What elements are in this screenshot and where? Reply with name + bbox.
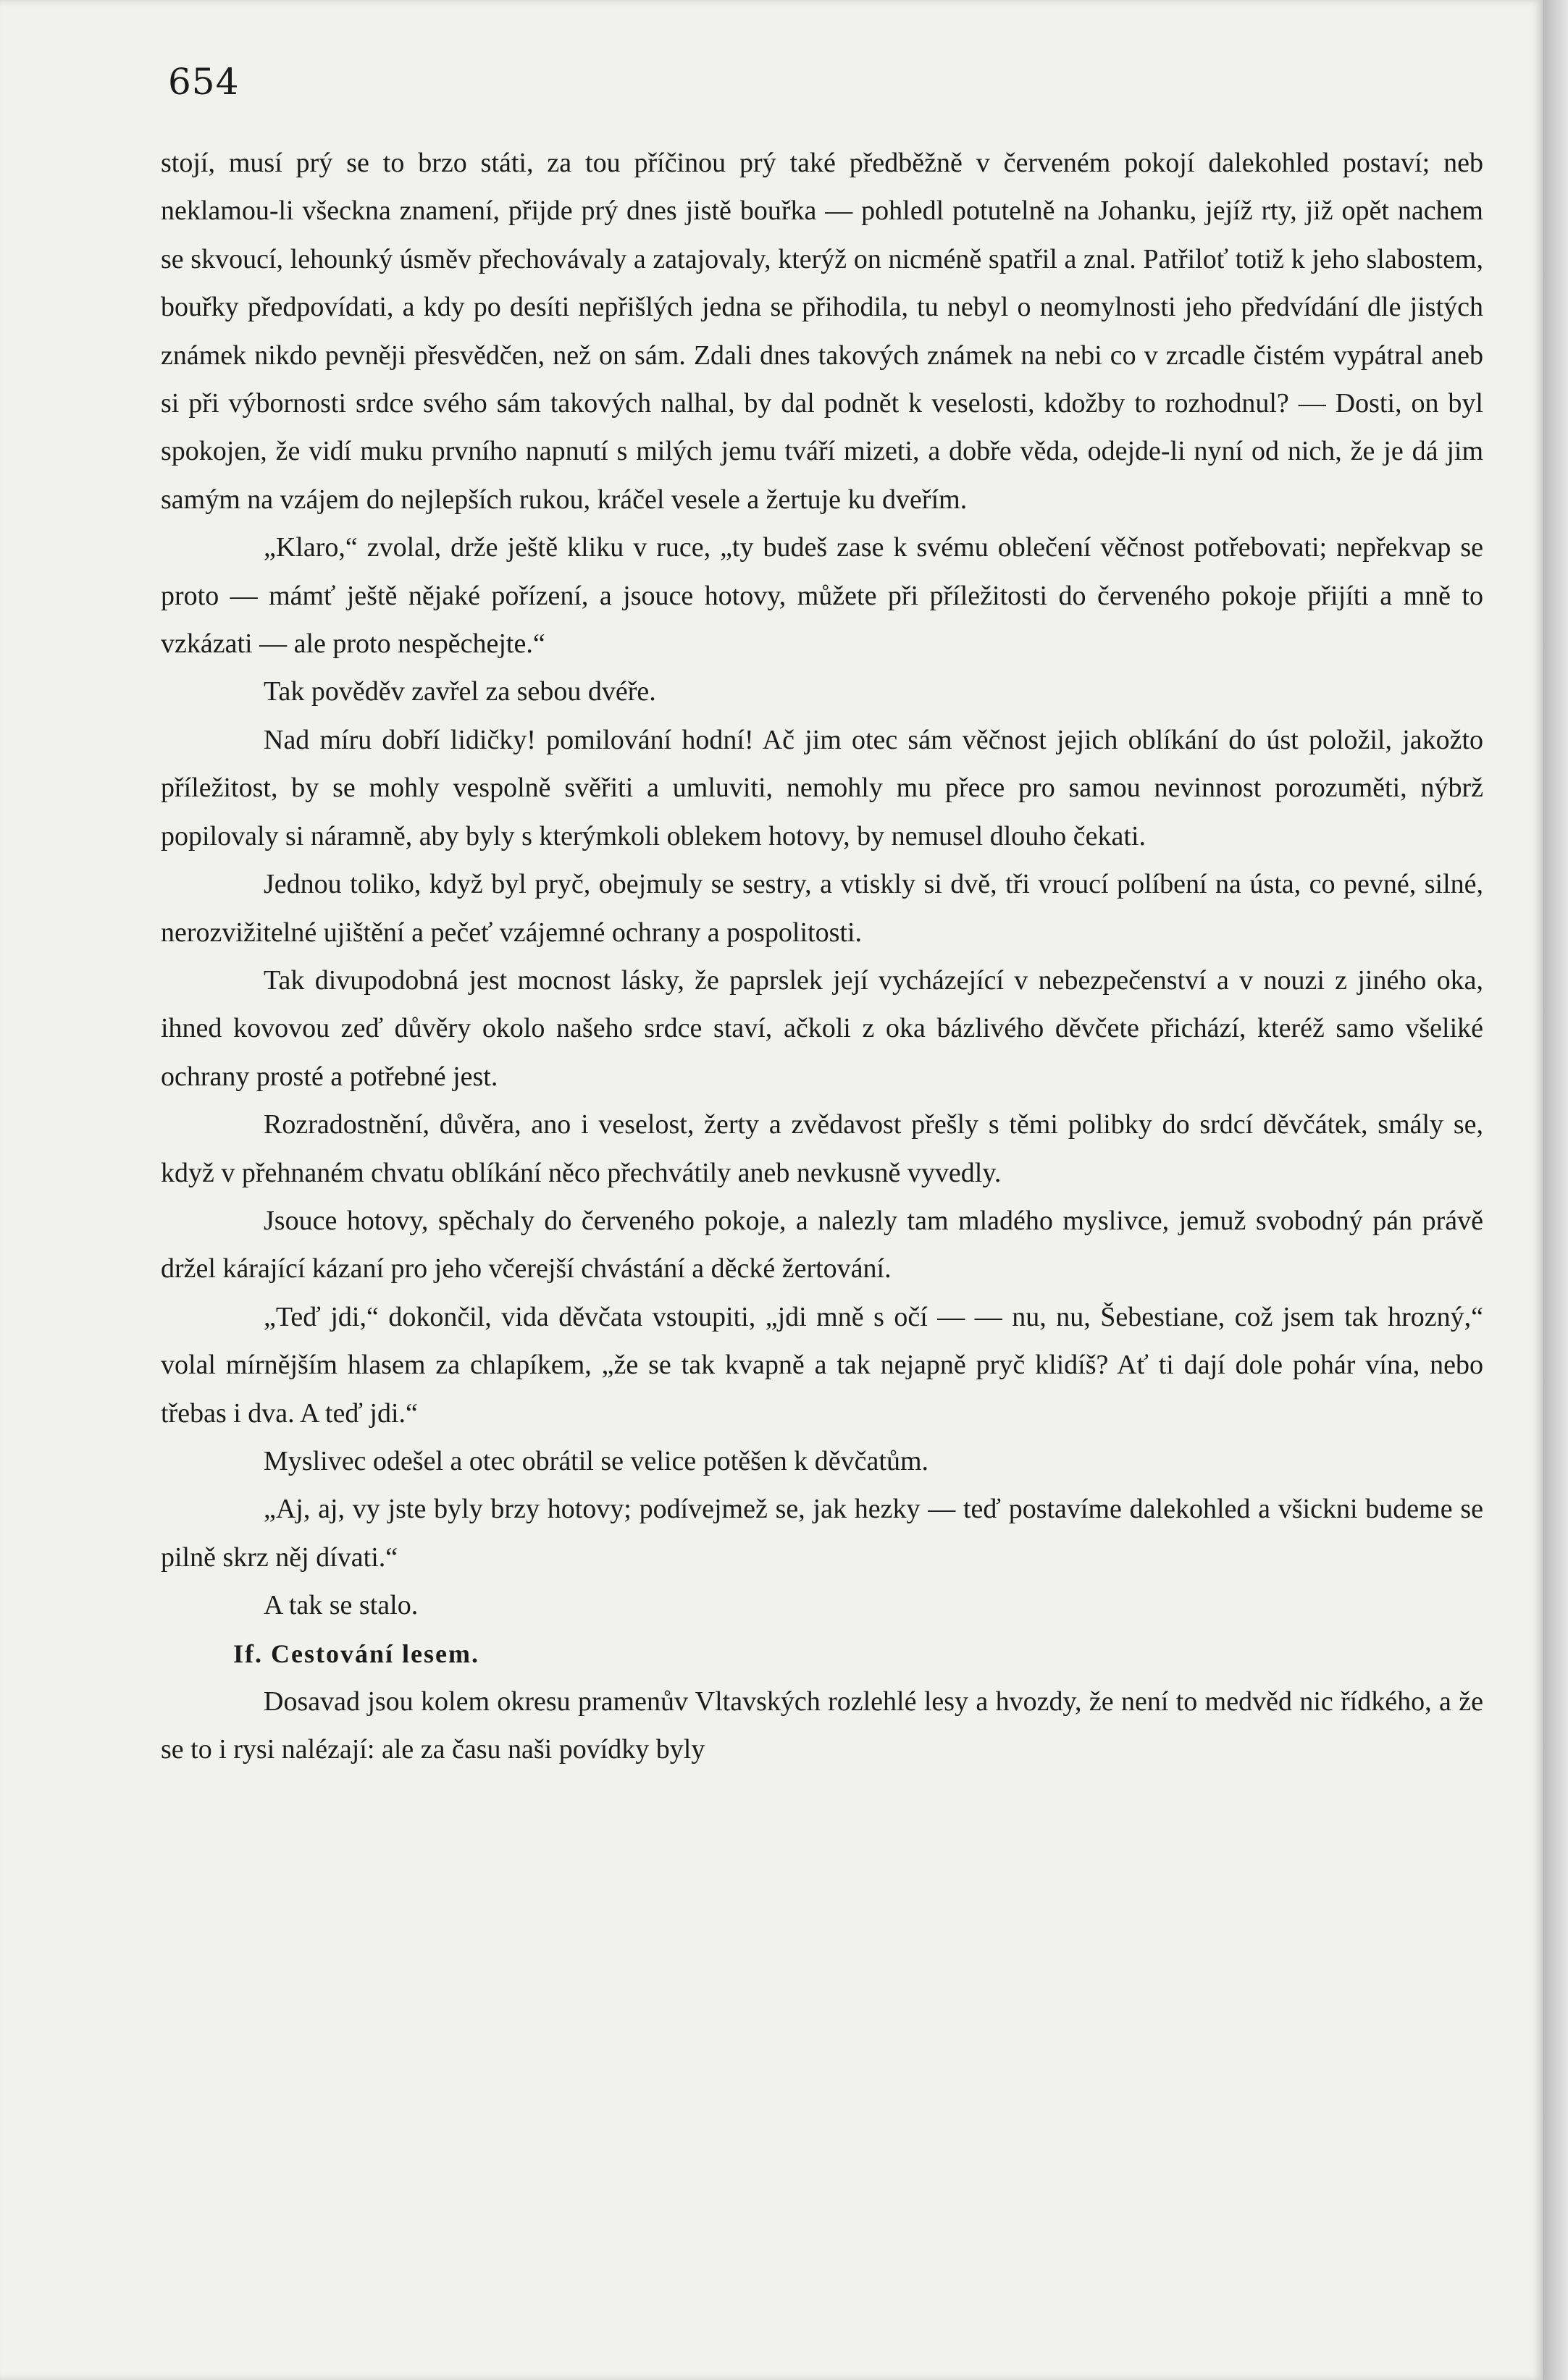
paragraph-12: A tak se stalo. bbox=[264, 1590, 419, 1621]
paragraph-8: Jsouce hotovy, spěchaly do červeného pokoje, a nalezly tam mladého myslivce, jemuž svobodný pán právě držel kárající kázaní pro jeho včerejší chvástání a děcké žertování. bbox=[161, 1205, 1483, 1284]
body-text bbox=[161, 139, 1483, 1774]
page-edge bbox=[1543, 0, 1568, 2380]
page-number: 654 bbox=[168, 61, 240, 103]
paragraph-6: Tak divupodobná jest mocnost lásky, že paprslek její vycházející v nebezpečenství a v nouzi z jiného oka, ihned kovovou zeď důvěry okolo našeho srdce staví, ačkoli z oka bázlivého děvčete přichází, kteréž samo všeliké ochrany prosté a potřebné jest. bbox=[161, 964, 1483, 1092]
paragraph-7: Rozradostnění, důvěra, ano i veselost, žerty a zvědavost přešly s těmi polibky do srdcí děvčátek, smály se, když v přehnaném chvatu oblíkání něco přechvátily aneb nevkusně vyvedly. bbox=[161, 1109, 1483, 1188]
paragraph-1: stojí, musí prý se to brzo státi, za tou příčinou prý také předběžně v červeném pokojí dalekohled postaví; neb neklamou-li všeckna znamení, přijde prý dnes jistě bouřka — pohledl potutelně na Johanku, jejíž rty, již opět nachem se skvoucí, lehounký úsměv přechovávaly a zatajovaly, kterýž on nicméně spatřil a znal. Patřiloť totiž k jeho slabostem, bouřky předpovídati, a kdy po desíti nepřišlých jedna se přihodila, tu nebyl o neomylnosti jeho předvídání dle jistých známek nikdo pevněji přesvědčen, než on sám. Zdali dnes takových známek na nebi co v zrcadle čistém vypátral aneb si při výbornosti srdce svého sám takových nalhal, by dal podnět k veselosti, kdožby to rozhodnul? — Dosti, on byl spokojen, že vidí muku prvního napnutí s milých jemu tváří mizeti, a dobře věda, odejde-li nyní od nich, že je dá jim samým na vzájem do nejlepších rukou, kráčel vesele a žertuje ku dveřím. bbox=[161, 148, 1483, 515]
section-paragraph: Dosavad jsou kolem okresu pramenův Vltavských rozlehlé lesy a hvozdy, že není to medvěd nic řídkého, a že se to i rysi nalézají: ale za času naši povídky byly bbox=[161, 1686, 1483, 1765]
paragraph-5: Jednou toliko, když byl pryč, obejmuly se sestry, a vtiskly si dvě, tři vroucí políbení na ústa, co pevné, silné, nerozvižitelné ujištění a pečeť vzájemné ochrany a pospolitosti. bbox=[161, 869, 1483, 948]
paragraph-3: Tak pověděv zavřel za sebou dvéře. bbox=[264, 676, 656, 707]
paragraph-2: „Klaro,“ zvolal, drže ještě kliku v ruce, „ty budeš zase k svému oblečení věčnost potřebovati; nepřekvap se proto — mámť ještě nějaké pořízení, a jsouce hotovy, můžete při příležitosti do červeného pokoje přijíti a mně to vzkázati — ale proto nespěchejte.“ bbox=[161, 532, 1483, 660]
paragraph-11: „Aj, aj, vy jste byly brzy hotovy; podívejmež se, jak hezky — teď postavíme dalekohled a všickni budeme se pilně skrz něj dívati.“ bbox=[161, 1494, 1483, 1573]
paragraph-10: Myslivec odešel a otec obrátil se velice potěšen k děvčatům. bbox=[264, 1445, 929, 1476]
paragraph-9: „Teď jdi,“ dokončil, vida děvčata vstoupiti, „jdi mně s očí — — nu, nu, Šebestiane, což jsem tak hrozný,“ volal mírnějším hlasem za chlapíkem, „že se tak kvapně a tak nejapně pryč klidíš? Ať ti dají dole pohár vína, nebo třebas i dva. A teď jdi.“ bbox=[161, 1301, 1483, 1429]
paragraph-4: Nad míru dobří lidičky! pomilování hodní! Ač jim otec sám věčnost jejich oblíkání do úst položil, jakožto příležitost, by se mohly vespolně svěřiti a umluviti, nemohly mu přece pro samou nevinnost porozuměti, nýbrž popilovaly si náramně, aby byly s kterýmkoli oblekem hotovy, by nemusel dlouho čekati. bbox=[161, 724, 1483, 851]
section-heading: If. Cestování lesem. bbox=[233, 1639, 479, 1668]
